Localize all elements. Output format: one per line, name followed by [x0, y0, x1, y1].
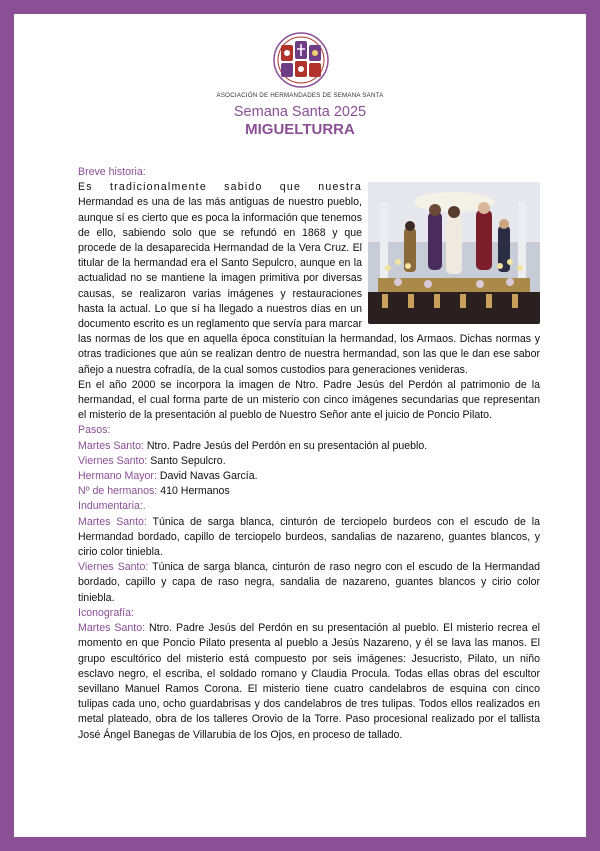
icon-text: Ntro. Padre Jesús del Perdón en su presentación al pueblo. El misterio recrea el momento en que Poncio Pilato presenta al pueblo a Jesús Nazareno, y él se lava las manos. El grupo escultórico del misterio está compuesto por seis imágenes: Jesucristo, Pilato, un niño esclavo negro, el escriba, el soldado romano y Claudia Procula. Todas ellas obras del escultor sevillano Manuel Ramos Corona. El misterio tiene cuatro candelabros de esquina con cinco tulipas cada uno, ocho guardabrisas y dos candelabros de tres tulipas. Todos ellos realizados en metal plateado, obra de los talleres Orovio de la Torre. Paso procesional realizado por el tallista José Ángel Banegas de Villarubia de los Ojos, en proceso de tallado.	[78, 622, 540, 741]
iconografia-heading: Iconografía:	[78, 606, 134, 619]
procession-photo	[368, 182, 540, 324]
hermano-mayor	[78, 469, 540, 484]
members-label: Nº de hermanos:	[78, 485, 158, 498]
association-logo	[271, 31, 331, 89]
history-paragraph-2: En el año 2000 se incorpora la imagen de Ntro. Padre Jesús del Perdón al patrimonio de la hermandad, el cual forma parte de un misterio con cinco imágenes secundarias que representan el misterio de la presentación al pueblo de Nuestro Señor ante el juicio de Poncio Pilato.	[78, 378, 540, 422]
icon-label: Martes Santo:	[78, 622, 146, 635]
document-body	[78, 165, 540, 743]
indumentaria-heading: Indumentaria:.	[78, 500, 146, 513]
members-count	[78, 484, 540, 499]
mayor-text: David Navas García.	[156, 470, 258, 483]
association-name: ASOCIACIÓN DE HERMANDADES DE SEMANA SANTA	[216, 92, 384, 99]
mayor-label: Hermano Mayor:	[78, 470, 157, 483]
pasos-tuesday-label: Martes Santo:	[78, 439, 144, 452]
ind-friday	[78, 560, 540, 606]
ind-friday-label: Viernes Santo:	[78, 561, 149, 574]
ind-tuesday-label: Martes Santo:	[78, 515, 147, 528]
history-heading: Breve historia:	[78, 166, 146, 178]
history-first-line: Es tradicionalmente sabido que nuestra	[78, 181, 362, 194]
pasos-friday-text: Santo Sepulcro.	[147, 454, 226, 467]
pasos-friday-label: Viernes Santo:	[78, 454, 148, 467]
pasos-tuesday	[78, 439, 540, 454]
page-title: Semana Santa 2025	[233, 104, 367, 120]
town-name: MIGUELTURRA	[245, 121, 355, 138]
ind-tuesday	[78, 515, 540, 561]
pasos-friday	[78, 454, 540, 469]
pasos-tuesday-text: Ntro. Padre Jesús del Perdón en su presentación al pueblo.	[143, 439, 428, 452]
pasos-heading: Pasos:	[78, 424, 111, 437]
iconografia-text	[78, 621, 540, 743]
ind-friday-text: Túnica de sarga blanca, cinturón de raso negro con el escudo de la Hermandad bordado, capillo y capa de raso negra, sandalia de nazareno, guantes blancos y cirio color tiniebla.	[78, 561, 540, 604]
history-text: Hermandad es una de las más antiguas de nuestro pueblo, aunque sí es cierto que es poca la información que tenemos de ello, sabiendo solo que se refundó en 1868 y que procede de la desaparecida Hermandad de la Vera Cruz. El titular de la hermandad era el Santo Sepulcro, aunque en la actualidad no se mantiene la imagen primitiva por diversas causas, se realizaron varias imágenes y restauraciones hasta la actual. Lo que sí ha llegado a nuestros días en un documento escrito es un reglamento que servía para marcar las normas de los que en aquella época constituían la hermandad, los Armaos. Dichas normas y otras tradiciones que aún se realizan dentro de nuestra hermandad, son las que le dan ese sabor añejo a nuestra cofradía, de la cual somos custodios para generaciones venideras.	[78, 196, 540, 376]
members-text: 410 Hermanos	[157, 485, 230, 498]
ind-tuesday-text: Túnica de sarga blanca, cinturón de terciopelo burdeos con el escudo de la Hermandad bordado, capillo de terciopelo burdeos, sandalias de nazareno, guantes blancos, y cirio color tiniebla.	[78, 515, 540, 559]
